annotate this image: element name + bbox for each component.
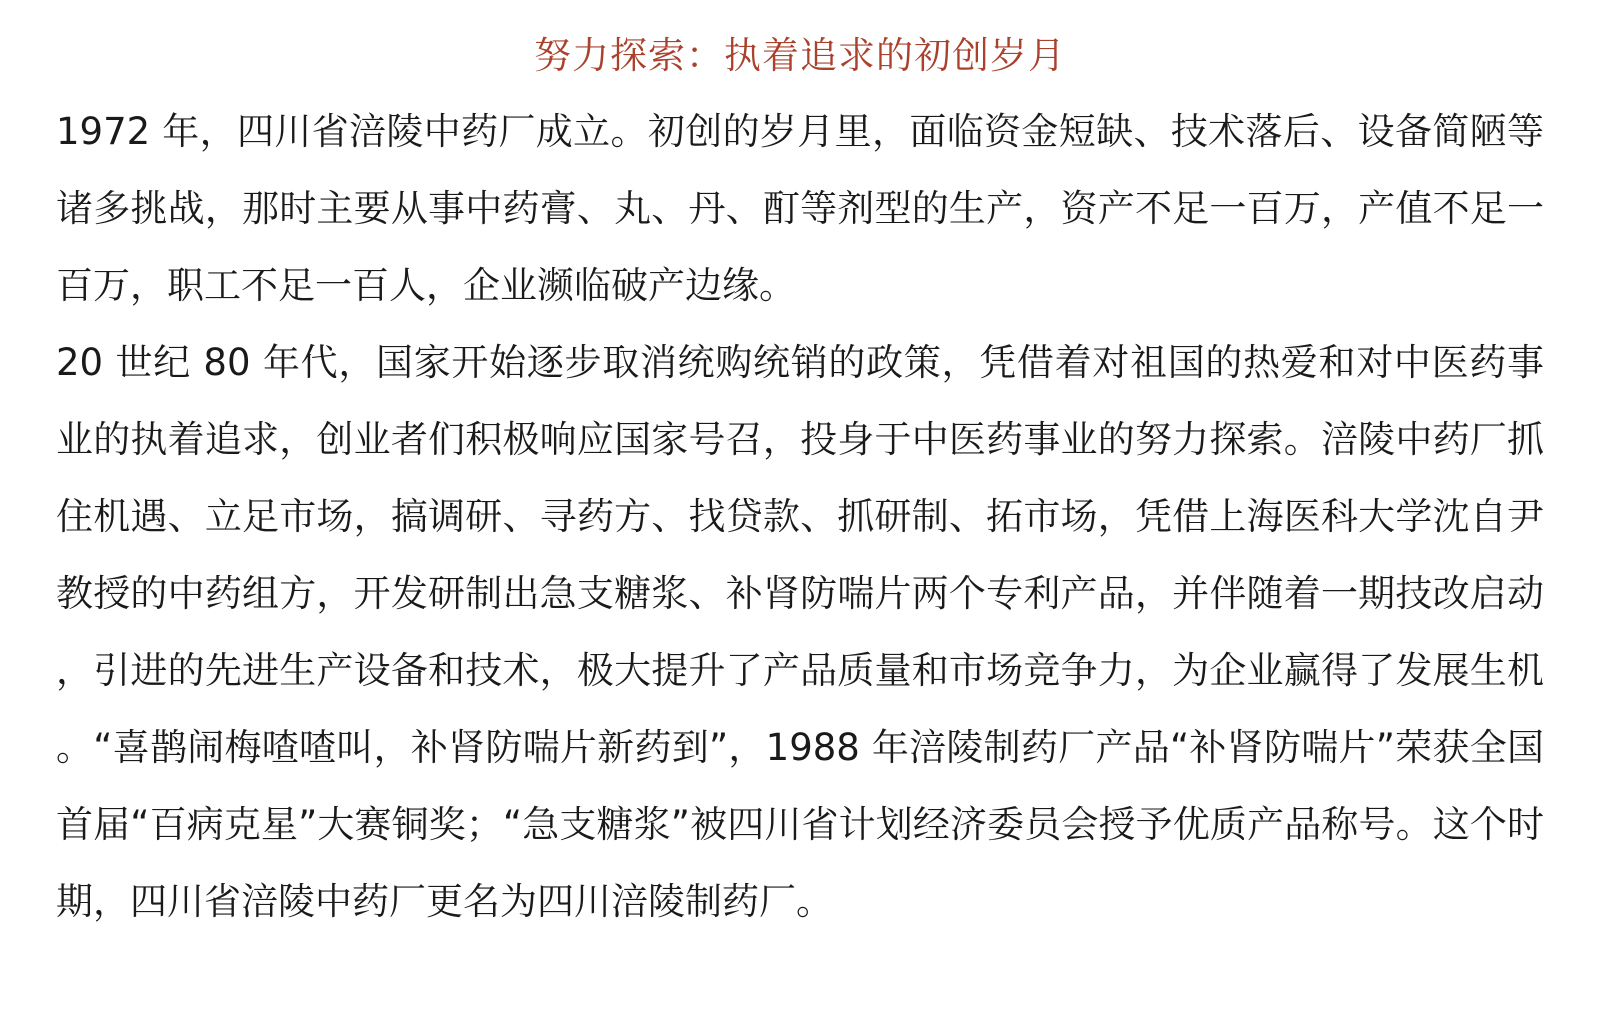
article-body	[56, 93, 1544, 940]
paragraph-development: 20 世纪 80 年代，国家开始逐步取消统购统销的政策，凭借着对祖国的热爱和对中医药事业的执着追求，创业者们积极响应国家号召，投身于中医药事业的努力探索。涪陵中药厂抓住机遇、立足市场，搞调研、寻药方、找贷款、抓研制、拓市场，凭借上海医科大学沈自尹教授的中药组方，开发研制出急支糖浆、补肾防喘片两个专利产品，并伴随着一期技改启动，引进的先进生产设备和技术，极大提升了产品质量和市场竞争力，为企业赢得了发展生机。“喜鹊闹梅喳喳叫，补肾防喘片新药到”，1988 年涪陵制药厂产品“补肾防喘片”荣获全国首届“百病克星”大赛铜奖；“急支糖浆”被四川省计划经济委员会授予优质产品称号。这个时期，四川省涪陵中药厂更名为四川涪陵制药厂。	[56, 341, 1544, 923]
section-heading: 努力探索：执着追求的初创岁月	[534, 34, 1066, 77]
paragraph-founding: 1972 年，四川省涪陵中药厂成立。初创的岁月里，面临资金短缺、技术落后、设备简陋等诸多挑战，那时主要从事中药膏、丸、丹、酊等剂型的生产，资产不足一百万，产值不足一百万，职工不足一百人，企业濒临破产边缘。	[56, 110, 1544, 307]
